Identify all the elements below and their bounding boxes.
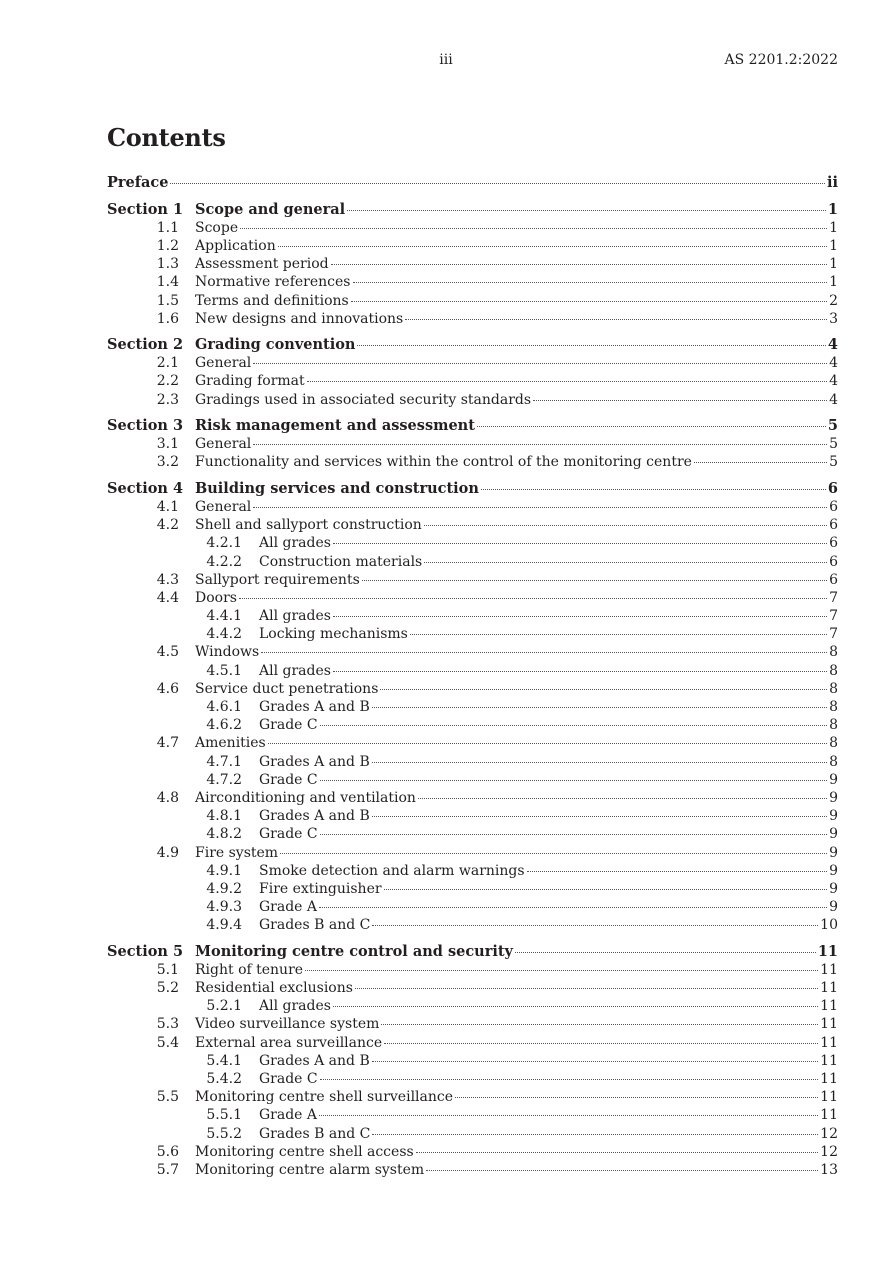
toc-page-number: 8: [829, 717, 838, 734]
toc-page-number: 11: [817, 942, 838, 960]
clause-title: Normative references: [195, 274, 351, 291]
subclause-number: 5.2.1: [206, 998, 242, 1015]
toc-subentry[interactable]: [107, 698, 838, 716]
section-title: Grading convention: [195, 336, 356, 354]
clause-number: 4.3: [156, 571, 179, 588]
clause-number: 5.7: [156, 1161, 179, 1178]
section-title: Risk management and assessment: [195, 417, 475, 435]
toc-subentry[interactable]: [107, 716, 838, 734]
dot-leader: [410, 633, 827, 635]
dot-leader: [280, 852, 827, 854]
toc-page-number: 5: [827, 417, 838, 435]
toc-page-number: 6: [829, 517, 838, 534]
subclause-number: 4.9.3: [206, 899, 242, 916]
clause-number: 4.6: [156, 680, 179, 697]
clause-title: Assessment period: [195, 256, 329, 273]
subclause-title: Grades B and C: [259, 917, 371, 934]
subclause-number: 4.6.2: [206, 717, 242, 734]
toc-page-number: 8: [829, 644, 838, 661]
toc-subentry[interactable]: [107, 916, 838, 934]
toc-page-number: 2: [829, 292, 838, 309]
subclause-number: 5.4.2: [206, 1070, 242, 1087]
dot-leader: [418, 797, 827, 799]
toc-page-number: 7: [829, 626, 838, 643]
section-number: Section 3: [107, 417, 184, 435]
clause-number: 5.6: [156, 1143, 179, 1160]
subclause-number: 5.5.2: [206, 1125, 242, 1142]
subclause-title: Grade A: [259, 899, 318, 916]
dot-leader: [527, 870, 828, 872]
dot-leader: [424, 524, 827, 526]
toc-page-number: 9: [829, 771, 838, 788]
subclause-title: Grade C: [259, 771, 318, 788]
dot-leader: [333, 1005, 818, 1007]
subclause-title: Grades A and B: [259, 808, 370, 825]
section-number: Section 4: [107, 479, 184, 497]
dot-leader: [372, 1060, 818, 1062]
toc-page-number: 6: [829, 553, 838, 570]
dot-leader: [372, 815, 827, 817]
dot-leader: [381, 1023, 818, 1025]
subclause-title: Smoke detection and alarm warnings: [259, 862, 525, 879]
clause-title: General: [195, 436, 252, 453]
toc-page-number: 11: [820, 1034, 838, 1051]
toc-page-number: 1: [829, 237, 838, 254]
clause-number: 3.1: [156, 436, 179, 453]
dot-leader: [372, 1133, 818, 1135]
clause-number: 5.5: [156, 1089, 179, 1106]
toc-page-number: 8: [829, 699, 838, 716]
toc-subentry[interactable]: [107, 534, 838, 552]
toc-subentry[interactable]: [107, 1052, 838, 1070]
clause-title: General: [195, 498, 252, 515]
subclause-title: Grades A and B: [259, 753, 370, 770]
toc-section-heading[interactable]: [107, 201, 838, 219]
toc-page-number: 6: [829, 535, 838, 552]
clause-number: 2.2: [156, 373, 179, 390]
toc-page-number: 9: [829, 880, 838, 897]
toc-subentry[interactable]: [107, 1125, 838, 1143]
toc-entry[interactable]: [107, 734, 838, 752]
toc-entry[interactable]: [107, 237, 838, 255]
toc-page-number: 7: [829, 589, 838, 606]
clause-number: 4.2: [156, 517, 179, 534]
section-title: Monitoring centre control and security: [195, 942, 513, 960]
subclause-number: 4.8.2: [206, 826, 242, 843]
clause-title: Monitoring centre alarm system: [195, 1161, 425, 1178]
toc-page-number: 11: [820, 980, 838, 997]
section-number: Section 2: [107, 336, 184, 354]
subclause-number: 4.7.2: [206, 771, 242, 788]
toc-page-number: 1: [827, 200, 838, 218]
subclause-number: 4.6.1: [206, 699, 242, 716]
clause-number: 5.3: [156, 1016, 179, 1033]
toc-subentry[interactable]: [107, 807, 838, 825]
dot-leader: [253, 362, 827, 364]
toc-page-number: 3: [829, 310, 838, 327]
toc-page-number: 11: [820, 961, 838, 978]
toc-section-heading[interactable]: [107, 943, 838, 961]
dot-leader: [477, 425, 826, 427]
toc-entry[interactable]: [107, 292, 838, 310]
dot-leader: [357, 344, 825, 346]
toc-entry[interactable]: [107, 961, 838, 979]
dot-leader: [355, 987, 818, 989]
dot-leader: [261, 651, 827, 653]
clause-number: 5.4: [156, 1034, 179, 1051]
toc-entry[interactable]: [107, 979, 838, 997]
dot-leader: [331, 263, 827, 265]
toc-entry[interactable]: [107, 643, 838, 661]
toc-page-number: 6: [829, 571, 838, 588]
clause-number: 4.9: [156, 844, 179, 861]
toc-entry[interactable]: [107, 789, 838, 807]
dot-leader: [305, 969, 818, 971]
toc-subentry[interactable]: [107, 1106, 838, 1124]
toc-subentry[interactable]: [107, 862, 838, 880]
subclause-title: Locking mechanisms: [259, 626, 408, 643]
clause-number: 3.2: [156, 454, 179, 471]
subclause-number: 5.4.1: [206, 1052, 242, 1069]
toc-page-number: 8: [829, 753, 838, 770]
subclause-number: 4.9.4: [206, 917, 242, 934]
toc-entry[interactable]: [107, 498, 838, 516]
toc-subentry[interactable]: [107, 771, 838, 789]
clause-title: General: [195, 355, 252, 372]
clause-number: 5.1: [156, 961, 179, 978]
dot-leader: [384, 888, 828, 890]
toc-subentry[interactable]: [107, 753, 838, 771]
toc-page-number: 7: [829, 608, 838, 625]
dot-leader: [416, 1151, 818, 1153]
dot-leader: [353, 281, 828, 283]
toc-entry[interactable]: [107, 571, 838, 589]
toc-entry[interactable]: [107, 354, 838, 372]
clause-title: Amenities: [195, 735, 266, 752]
clause-number: 1.6: [156, 310, 179, 327]
page-title: Contents: [107, 123, 226, 152]
subclause-number: 4.9.1: [206, 862, 242, 879]
toc-page-number: 9: [829, 808, 838, 825]
clause-title: Fire system: [195, 844, 279, 861]
toc-subentry[interactable]: [107, 825, 838, 843]
toc-page-number: 9: [829, 844, 838, 861]
clause-number: 4.5: [156, 644, 179, 661]
toc-page-number: 6: [827, 479, 838, 497]
toc-subentry[interactable]: [107, 1070, 838, 1088]
subclause-title: Grade C: [259, 1070, 318, 1087]
dot-leader: [268, 742, 827, 744]
toc-page-number: 10: [820, 917, 838, 934]
dot-leader: [278, 245, 827, 247]
toc-subentry[interactable]: [107, 898, 838, 916]
toc-entry[interactable]: [107, 219, 838, 237]
clause-title: External area surveillance: [195, 1034, 383, 1051]
dot-leader: [333, 615, 827, 617]
dot-leader: [372, 761, 827, 763]
dot-leader: [372, 706, 827, 708]
toc-page-number: 11: [820, 1016, 838, 1033]
dot-leader: [239, 597, 827, 599]
page-number: iii: [439, 52, 453, 68]
toc-entry[interactable]: [107, 372, 838, 390]
dot-leader: [372, 924, 818, 926]
dot-leader: [351, 300, 827, 302]
subclause-title: All grades: [259, 662, 331, 679]
toc-section-heading[interactable]: [107, 417, 838, 435]
clause-title: Terms and definitions: [195, 292, 349, 309]
toc-entry-label: Preface: [107, 174, 169, 191]
toc-subentry[interactable]: [107, 662, 838, 680]
toc-entry[interactable]: [107, 453, 838, 471]
clause-title: Monitoring centre shell surveillance: [195, 1089, 454, 1106]
toc-entry[interactable]: [107, 391, 838, 409]
clause-title: Airconditioning and ventilation: [195, 789, 416, 806]
subclause-number: 4.4.1: [206, 608, 242, 625]
document-id: AS 2201.2:2022: [724, 52, 838, 68]
clause-title: Scope: [195, 219, 239, 236]
dot-leader: [319, 906, 827, 908]
dot-leader: [253, 443, 827, 445]
dot-leader: [347, 209, 826, 211]
toc-page-number: 11: [820, 1052, 838, 1069]
toc-page-number: 4: [827, 336, 838, 354]
toc-page-number: 8: [829, 735, 838, 752]
toc-subentry[interactable]: [107, 880, 838, 898]
subclause-title: Grades B and C: [259, 1125, 371, 1142]
toc-page-number: 11: [820, 1107, 838, 1124]
dot-leader: [240, 227, 827, 229]
subclause-title: All grades: [259, 998, 331, 1015]
dot-leader: [515, 951, 816, 953]
clause-number: 1.5: [156, 292, 179, 309]
subclause-title: Grade C: [259, 826, 318, 843]
clause-title: Doors: [195, 589, 237, 606]
toc-entry-preface[interactable]: [107, 174, 838, 192]
subclause-number: 5.5.1: [206, 1107, 242, 1124]
clause-title: Windows: [195, 644, 260, 661]
subclause-number: 4.2.1: [206, 535, 242, 552]
toc-page-number: 8: [829, 662, 838, 679]
dot-leader: [333, 670, 827, 672]
toc-page-number: 13: [820, 1161, 838, 1178]
toc-page-number: 11: [820, 1070, 838, 1087]
section-title: Scope and general: [195, 200, 346, 218]
dot-leader: [320, 779, 827, 781]
clause-title: Right of tenure: [195, 961, 304, 978]
clause-title: Monitoring centre shell access: [195, 1143, 414, 1160]
toc-section-heading[interactable]: [107, 336, 838, 354]
dot-leader: [426, 1169, 818, 1171]
clause-number: 4.4: [156, 589, 179, 606]
toc-page-number: 4: [829, 373, 838, 390]
clause-title: Grading format: [195, 373, 305, 390]
clause-title: Video surveillance system: [195, 1016, 380, 1033]
subclause-title: Grade C: [259, 717, 318, 734]
clause-number: 1.1: [156, 219, 179, 236]
toc-page-number: 9: [829, 899, 838, 916]
toc-page-number: 4: [829, 355, 838, 372]
dot-leader: [320, 1078, 819, 1080]
toc-entry[interactable]: [107, 589, 838, 607]
section-number: Section 5: [107, 942, 184, 960]
toc-page-number: 1: [829, 219, 838, 236]
toc-page-number: 4: [829, 391, 838, 408]
toc-page-number: 11: [820, 998, 838, 1015]
dot-leader: [319, 1114, 818, 1116]
subclause-title: Grade A: [259, 1107, 318, 1124]
toc-subentry[interactable]: [107, 625, 838, 643]
dot-leader: [253, 506, 827, 508]
section-title: Building services and construction: [195, 479, 479, 497]
dot-leader: [384, 1042, 818, 1044]
subclause-title: Construction materials: [259, 553, 423, 570]
subclause-number: 4.8.1: [206, 808, 242, 825]
toc-subentry[interactable]: [107, 997, 838, 1015]
dot-leader: [320, 833, 827, 835]
subclause-title: All grades: [259, 608, 331, 625]
subclause-number: 4.4.2: [206, 626, 242, 643]
clause-title: Shell and sallyport construction: [195, 517, 422, 534]
clause-number: 2.3: [156, 391, 179, 408]
dot-leader: [424, 561, 827, 563]
toc-page-number: 8: [829, 680, 838, 697]
toc-section-heading[interactable]: [107, 480, 838, 498]
toc-page-number: 5: [829, 454, 838, 471]
subclause-number: 4.7.1: [206, 753, 242, 770]
toc-page-number: 9: [829, 826, 838, 843]
toc-entry[interactable]: [107, 844, 838, 862]
clause-number: 4.7: [156, 735, 179, 752]
toc-entry[interactable]: [107, 1088, 838, 1106]
toc-entry[interactable]: [107, 273, 838, 291]
dot-leader: [333, 542, 827, 544]
dot-leader: [320, 724, 827, 726]
clause-title: Functionality and services within the control of the monitoring centre: [195, 454, 692, 471]
toc-entry[interactable]: [107, 435, 838, 453]
dot-leader: [455, 1096, 818, 1098]
clause-title: Service duct penetrations: [195, 680, 379, 697]
toc-entry[interactable]: [107, 255, 838, 273]
dot-leader: [694, 461, 827, 463]
clause-number: 1.4: [156, 274, 179, 291]
clause-title: New designs and innovations: [195, 310, 404, 327]
subclause-title: Grades A and B: [259, 699, 370, 716]
subclause-title: Grades A and B: [259, 1052, 370, 1069]
section-number: Section 1: [107, 200, 184, 218]
subclause-number: 4.9.2: [206, 880, 242, 897]
toc-entry[interactable]: [107, 1143, 838, 1161]
dot-leader: [533, 399, 827, 401]
toc-page-number: 9: [829, 789, 838, 806]
subclause-number: 4.2.2: [206, 553, 242, 570]
clause-title: Gradings used in associated security standards: [195, 391, 532, 408]
dot-leader: [362, 579, 827, 581]
clause-title: Residential exclusions: [195, 980, 353, 997]
toc-entry[interactable]: [107, 1161, 838, 1179]
toc-entry[interactable]: [107, 1015, 838, 1033]
toc-page-number: 5: [829, 436, 838, 453]
clause-number: 2.1: [156, 355, 179, 372]
dot-leader: [405, 318, 827, 320]
toc-page-number: 1: [829, 274, 838, 291]
toc-entry[interactable]: [107, 680, 838, 698]
toc-subentry[interactable]: [107, 607, 838, 625]
toc-entry[interactable]: [107, 1034, 838, 1052]
toc-page-number: 12: [820, 1125, 838, 1142]
toc-page-number: 9: [829, 862, 838, 879]
dot-leader: [380, 688, 827, 690]
toc-entry[interactable]: [107, 310, 838, 328]
toc-entry[interactable]: [107, 516, 838, 534]
clause-title: Application: [195, 237, 276, 254]
clause-number: 1.3: [156, 256, 179, 273]
toc-page-number: 11: [820, 1089, 838, 1106]
dot-leader: [481, 488, 826, 490]
dot-leader: [307, 380, 827, 382]
table-of-contents: [107, 174, 838, 1179]
toc-subentry[interactable]: [107, 553, 838, 571]
clause-title: Sallyport requirements: [195, 571, 360, 588]
clause-number: 4.1: [156, 498, 179, 515]
toc-page-number: 12: [820, 1143, 838, 1160]
toc-page-number: ii: [826, 174, 838, 191]
dot-leader: [170, 182, 825, 184]
clause-number: 5.2: [156, 980, 179, 997]
subclause-title: Fire extinguisher: [259, 880, 382, 897]
subclause-title: All grades: [259, 535, 331, 552]
clause-number: 4.8: [156, 789, 179, 806]
clause-number: 1.2: [156, 237, 179, 254]
toc-page-number: 6: [829, 498, 838, 515]
toc-page-number: 1: [829, 256, 838, 273]
subclause-number: 4.5.1: [206, 662, 242, 679]
